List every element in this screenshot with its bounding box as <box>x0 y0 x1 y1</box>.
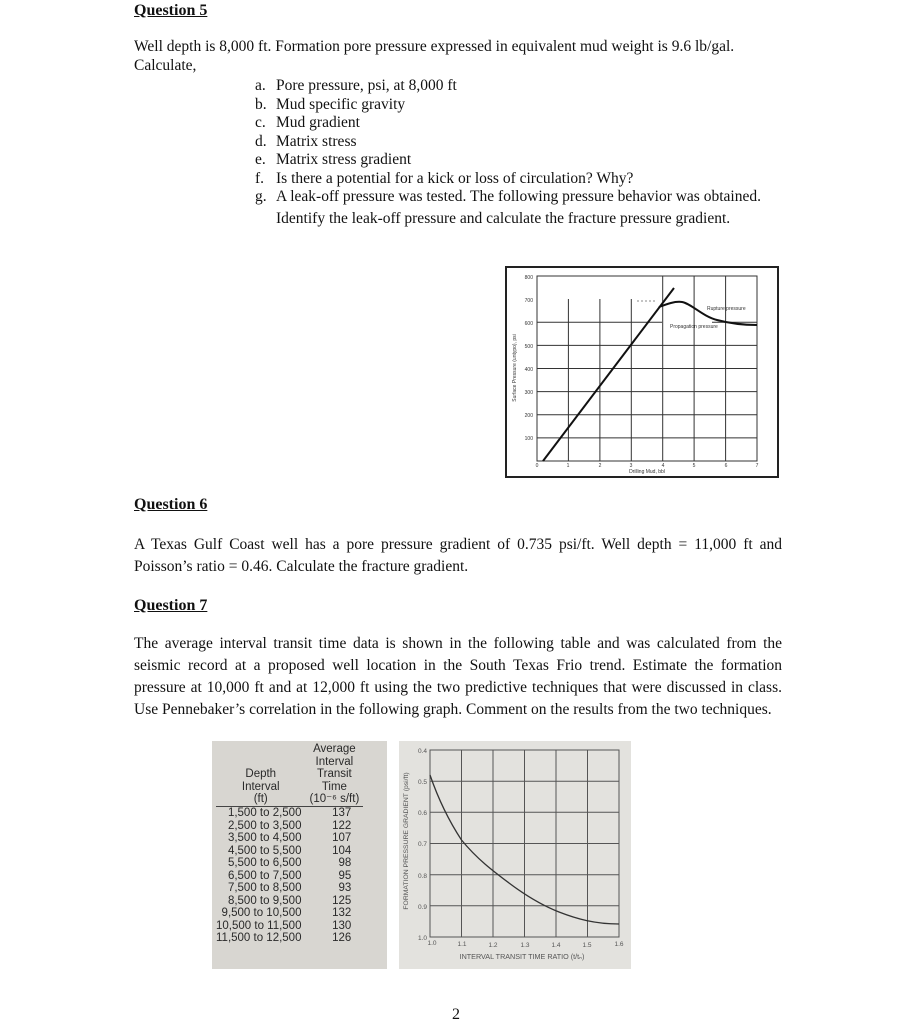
leak-off-ylabel: Surface Pressure (untypo), psi <box>512 334 518 402</box>
table-row: 11,500 to 12,500 126 <box>216 932 352 945</box>
q5-list <box>255 77 766 230</box>
pennebaker-plot <box>399 741 631 969</box>
q6-title: Question 6 <box>134 496 208 513</box>
q7-title: Question 7 <box>134 597 208 614</box>
svg-text:2: 2 <box>598 463 602 469</box>
q6-text: A Texas Gulf Coast well has a pore pressure gradient of 0.735 psi/ft. Well depth = 11,000 ft and Poisson’s ratio = 0.46. Calculate the fracture gradient. <box>134 536 782 575</box>
svg-text:1: 1 <box>566 463 570 469</box>
svg-text:1.1: 1.1 <box>457 941 467 948</box>
table-row: 4,500 to 5,500 104 <box>227 844 352 857</box>
pennebaker-ylabel: FORMATION PRESSURE GRADIENT (psi/ft) <box>403 772 410 910</box>
list-item: c. Mud gradient <box>255 114 360 131</box>
table-row: 6,500 to 7,500 95 <box>227 869 352 882</box>
transit-time-table <box>212 741 387 969</box>
svg-text:200: 200 <box>524 413 533 419</box>
table-row: 3,500 to 4,500 107 <box>227 832 352 845</box>
leak-off-chart <box>505 266 779 478</box>
svg-text:0: 0 <box>535 463 539 469</box>
q7-text: The average interval transit time data is shown in the following table and was calculated from the seismic record at a proposed well location in the South Texas Frio trend. Estimate the formation pressure at 10,000 ft and at 12,000 ft using the two predictive techniques that were discussed in class. Use Pennebaker’s correlation in the following graph. Comment on the results from the two techniques. <box>134 635 782 718</box>
table-row: 9,500 to 10,500 132 <box>221 907 352 920</box>
list-item: f. Is there a potential for a kick or loss of circulation? Why? <box>255 169 634 187</box>
svg-text:1.3: 1.3 <box>520 942 530 949</box>
pennebaker-xlabel: INTERVAL TRANSIT TIME RATIO (t/tₙ) <box>459 952 585 961</box>
table-row: 10,500 to 11,500 130 <box>216 919 352 932</box>
table-row: 8,500 to 9,500 125 <box>227 894 352 907</box>
svg-text:1.2: 1.2 <box>488 942 498 949</box>
pennebaker-chart <box>399 741 631 969</box>
list-item: b. Mud specific gravity <box>255 95 406 113</box>
table-row: 2,500 to 3,500 122 <box>227 819 352 832</box>
svg-text:7: 7 <box>755 463 759 469</box>
svg-text:1.4: 1.4 <box>551 942 561 949</box>
svg-text:4: 4 <box>661 463 665 469</box>
svg-text:1.5: 1.5 <box>582 942 592 949</box>
propagation-label: Propagation pressure <box>670 324 718 330</box>
page-number: 2 <box>452 1006 460 1023</box>
list-item: g. A leak-off pressure was tested. The following pressure behavior was obtained. Identify the leak-off pressure and calculate the fracture pressure gradient. <box>255 188 761 227</box>
leak-off-plot <box>507 268 777 476</box>
svg-text:0.6: 0.6 <box>417 810 427 817</box>
svg-text:3: 3 <box>629 463 633 469</box>
col-time-header: Average Interval Transit Time (10⁻⁶ s/ft) <box>305 743 363 806</box>
q5-intro <box>134 38 794 75</box>
col-depth-header: Depth Interval (ft) <box>216 743 305 806</box>
list-item: a. Pore pressure, psi, at 8,000 ft <box>255 77 457 94</box>
table-row: 5,500 to 6,500 98 <box>227 857 352 870</box>
svg-text:0.4: 0.4 <box>417 748 427 755</box>
svg-text:0.9: 0.9 <box>417 904 427 911</box>
svg-text:0.8: 0.8 <box>417 873 427 880</box>
q5-title: Question 5 <box>134 2 208 19</box>
svg-text:5: 5 <box>692 463 696 469</box>
leak-off-xlabel: Drilling Mud, bbl <box>629 469 665 475</box>
q5-intro-line1: Well depth is 8,000 ft. Formation pore pressure expressed in equivalent mud weight is 9.6 lb/gal. <box>134 38 735 55</box>
svg-text:300: 300 <box>524 390 533 396</box>
list-item: e. Matrix stress gradient <box>255 151 412 168</box>
svg-text:1.0: 1.0 <box>427 940 437 947</box>
table-row: 1,500 to 2,500 137 <box>227 806 352 819</box>
svg-text:700: 700 <box>524 298 533 304</box>
table-row: 7,500 to 8,500 93 <box>227 882 352 895</box>
svg-text:100: 100 <box>524 436 533 442</box>
svg-text:1.0: 1.0 <box>417 935 427 942</box>
svg-text:400: 400 <box>524 367 533 373</box>
svg-text:800: 800 <box>524 275 533 281</box>
svg-text:0.5: 0.5 <box>417 779 427 786</box>
svg-text:6: 6 <box>724 463 728 469</box>
svg-text:1.6: 1.6 <box>614 941 624 948</box>
svg-text:600: 600 <box>524 321 533 327</box>
svg-text:500: 500 <box>524 344 533 350</box>
rupture-label: Rupture pressure <box>707 306 746 312</box>
q5-intro-line2: Calculate, <box>134 56 197 74</box>
svg-text:0.7: 0.7 <box>417 841 427 848</box>
list-item: d. Matrix stress <box>255 132 357 150</box>
